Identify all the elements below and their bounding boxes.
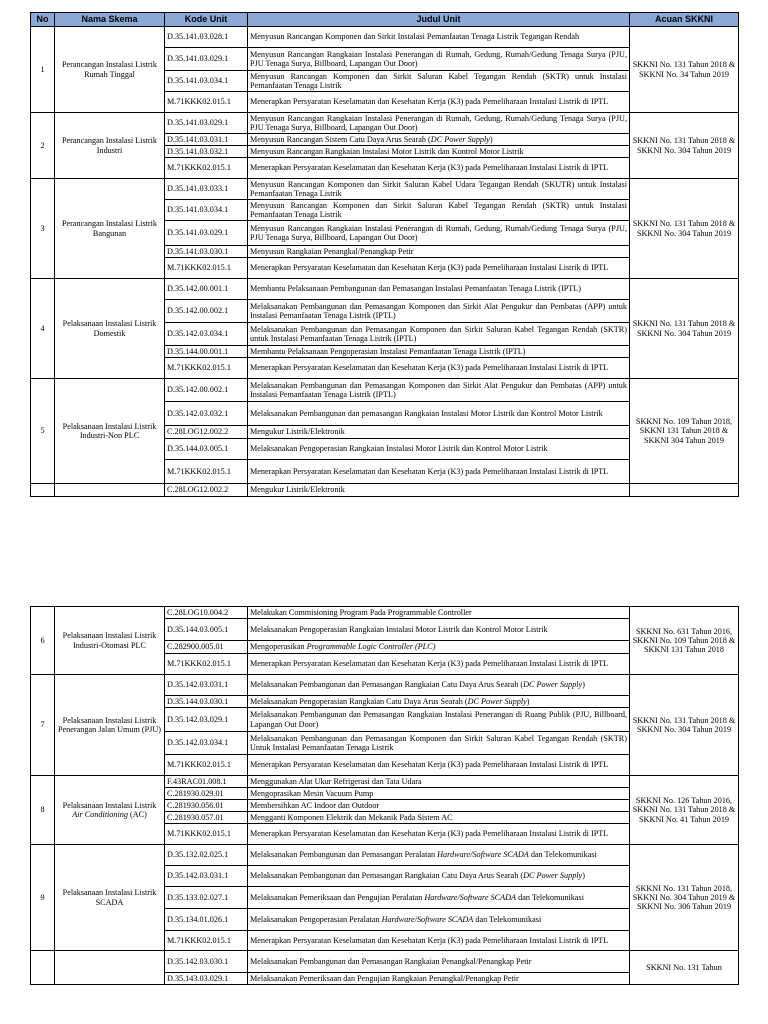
judul-unit: Mengoprasikan Mesin Vacuum Pump <box>248 788 630 800</box>
page-break-gap <box>0 579 768 606</box>
judul-unit: Melaksanakan Pengoperasian Peralatan Hardware/Software SCADA dan Telekomunikasi <box>248 909 630 931</box>
judul-unit: Menggunakan Alat Ukur Refrigerasi dan Tata Udara <box>248 776 630 788</box>
judul-unit: Menerapkan Persyaratan Keselamatan dan Kesehatan Kerja (K3) pada Pemeliharaan Instalasi Listrik di IPTL <box>248 824 630 845</box>
judul-unit: Melaksanakan Pembangunan dan Pemasangan Rangkaian Penangkal/Penangkap Petir <box>248 951 630 973</box>
header-no: No <box>31 13 55 27</box>
skema-name: Perancangan Instalasi Listrik Rumah Tinggal <box>55 27 165 113</box>
acuan-skkni: SKKNI No. 131 Tahun <box>630 951 739 985</box>
kode-unit: D.35.142.00.001.1 <box>165 279 248 300</box>
acuan-skkni: SKKNI No. 126 Tahun 2016, SKKNI No. 131 Tahun 2018 & SKKNI No. 41 Tahun 2019 <box>630 776 739 845</box>
skema-number: 1 <box>31 27 55 113</box>
judul-unit: Membantu Pelaksanaan Pengoperasian Instalasi Pemanfaatan Tenaga Listrik (IPTL) <box>248 346 630 358</box>
kode-unit: M.71KKK02.015.1 <box>165 824 248 845</box>
skema-name: Pelaksanaan Instalasi Listrik Domestik <box>55 279 165 379</box>
judul-unit: Menerapkan Persyaratan Keselamatan dan Kesehatan Kerja (K3) pada Pemeliharaan Instalasi Listrik di IPTL <box>248 755 630 776</box>
kode-unit: D.35.132.02.025.1 <box>165 845 248 866</box>
judul-unit: Menerapkan Persyaratan Keselamatan dan Kesehatan Kerja (K3) pada Pemeliharaan Instalasi Listrik di IPTL <box>248 460 630 484</box>
kode-unit: D.35.142.03.030.1 <box>165 951 248 973</box>
kode-unit: M.71KKK02.015.1 <box>165 931 248 951</box>
skema-number: 6 <box>31 607 55 675</box>
kode-unit: C.28LOG12.002.2 <box>165 484 248 497</box>
kode-unit: D.35.142.00.002.1 <box>165 300 248 323</box>
judul-unit: Melaksanakan Pembangunan dan pemasangan Rangkaian Instalasi Motor Listrik dan Kontrol Motor Listrik <box>248 402 630 426</box>
judul-unit: Menerapkan Persyaratan Keselamatan dan Kesehatan Kerja (K3) pada Pemeliharaan Instalasi Listrik di IPTL <box>248 931 630 951</box>
kode-unit: D.35.142.03.029.1 <box>165 708 248 732</box>
kode-unit: D.35.142.03.034.1 <box>165 732 248 755</box>
judul-unit: Mengganti Komponen Elektrik dan Mekanik Pada Sistem AC <box>248 812 630 824</box>
judul-unit: Menyusun Rancangan Rangkaian Instalasi Penerangan di Rumah, Gedung, Rumah/Gedung Tenaga Surya (PJU, PJU Tenaga Surya, Billboard, Lapangan Out Door) <box>248 48 630 71</box>
table-header-row <box>31 13 739 27</box>
acuan-skkni: SKKNI No. 131 Tahun 2018 & SKKNI No. 304 Tahun 2019 <box>630 113 739 179</box>
acuan-skkni <box>630 484 739 497</box>
kode-unit: D.35.141.03.028.1 <box>165 27 248 48</box>
judul-unit: Mengukur Listrik/Elektronik <box>248 426 630 439</box>
judul-unit: Melaksanakan Pemeriksaan dan Pengujian Rangkaian Penangkal/Penangkap Petir <box>248 973 630 985</box>
judul-unit: Menerapkan Persyaratan Keselamatan dan Kesehatan Kerja (K3) pada Pemeliharaan Instalasi Listrik di IPTL <box>248 258 630 279</box>
table-row <box>31 484 739 497</box>
kode-unit: D.35.141.03.030.1 <box>165 246 248 258</box>
judul-unit: Melaksanakan Pengoperasian Rangkaian Instalasi Motor Listrik dan Kontrol Motor Listrik <box>248 439 630 460</box>
acuan-skkni: SKKNI No. 131 Tahun 2018, SKKNI No. 304 Tahun 2019 & SKKNI No. 306 Tahun 2019 <box>630 845 739 951</box>
judul-unit: Melaksanakan Pembangunan dan Pemasangan Komponen dan Sirkit Alat Pengukur dan Pembatas (APP) untuk Instalasi Pemanfaatan Tenaga Listrik (IPTL) <box>248 379 630 402</box>
judul-unit: Melakukan Commisioning Program Pada Programmable Controller <box>248 607 630 619</box>
header-nama-skema: Nama Skema <box>55 13 165 27</box>
table-row <box>31 776 739 788</box>
skema-table-page-2 <box>30 606 739 985</box>
kode-unit: D.35.141.03.033.1 <box>165 179 248 200</box>
judul-unit: Melaksanakan Pembangunan dan Pemasangan Komponen dan Sirkit Saluran Kabel Tegangan Rendah (SKTR) Untuk Instalasi Pemanfaatan Tenaga Listrik <box>248 732 630 755</box>
skema-name: Perancangan Instalasi Listrik Bangunan <box>55 179 165 279</box>
kode-unit: M.71KKK02.015.1 <box>165 92 248 113</box>
judul-unit: Menerapkan Persyaratan Keselamatan dan Kesehatan Kerja (K3) pada Pemeliharaan Instalasi Listrik di IPTL <box>248 654 630 675</box>
kode-unit: D.35.133.02.027.1 <box>165 887 248 909</box>
judul-unit: Menyusun Rancangan Komponen dan Sirkit Saluran Kabel Tegangan Rendah (SKTR) untuk Instalasi Pemanfaatan Tenaga Listrik <box>248 71 630 92</box>
kode-unit: M.71KKK02.015.1 <box>165 755 248 776</box>
header-kode-unit: Kode Unit <box>165 13 248 27</box>
acuan-skkni: SKKNI No. 131 Tahun 2018 & SKKNI No. 34 Tahun 2019 <box>630 27 739 113</box>
skema-name: Pelaksanaan Instalasi Listrik Industri-Otomasi PLC <box>55 607 165 675</box>
kode-unit: C.281930.029.01 <box>165 788 248 800</box>
kode-unit: D.35.141.03.029.1 <box>165 113 248 134</box>
acuan-skkni: SKKNI No. 131 Tahun 2018 & SKKNI No. 304 Tahun 2019 <box>630 675 739 776</box>
acuan-skkni: SKKNI No. 109 Tahun 2018, SKKNI 131 Tahun 2018 & SKKNI 304 Tahun 2019 <box>630 379 739 484</box>
table-row <box>31 27 739 48</box>
skema-number: 7 <box>31 675 55 776</box>
skema-name: Perancangan Instalasi Listrik Industri <box>55 113 165 179</box>
judul-unit: Mengukur Listrik/Elektronik <box>248 484 630 497</box>
judul-unit: Menyusun Rancangan Rangkaian Instalasi Motor Listrik dan Kontrol Motor Listrik <box>248 146 630 158</box>
header-acuan-skkni: Acuan SKKNI <box>630 13 739 27</box>
header-judul-unit: Judul Unit <box>248 13 630 27</box>
skema-number: 8 <box>31 776 55 845</box>
kode-unit: M.71KKK02.015.1 <box>165 654 248 675</box>
judul-unit: Mengoperasikan Programmable Logic Controller (PLC) <box>248 641 630 654</box>
judul-unit: Menyusun Rancangan Komponen dan Sirkit Saluran Kabel Udara Tegangan Rendah (SKUTR) untuk Instalasi Pemanfaatan Tenaga Listrik <box>248 179 630 200</box>
kode-unit: D.35.142.03.031.1 <box>165 675 248 696</box>
acuan-skkni: SKKNI No. 131 Tahun 2018 & SKKNI No. 304 Tahun 2019 <box>630 179 739 279</box>
judul-unit: Melaksanakan Pembangunan dan Pemasangan Komponen dan Sirkit Alat Pengukur dan Pembatas (APP) untuk Instalasi Pemanfaatan Tenaga Listrik (IPTL) <box>248 300 630 323</box>
kode-unit: D.35.142.03.031.1 <box>165 866 248 887</box>
kode-unit: D.35.142.00.002.1 <box>165 379 248 402</box>
skema-table-page-1 <box>30 12 739 497</box>
judul-unit: Menyusun Rancangan Rangkaian Instalasi Penerangan di Rumah, Gedung, Rumah/Gedung Tenaga Surya (PJU, PJU Tenaga Surya, Billboard, Lapangan Out Door) <box>248 113 630 134</box>
skema-number: 9 <box>31 845 55 951</box>
kode-unit: C.281930.056.01 <box>165 800 248 812</box>
judul-unit: Menyusun Rancangan Komponen dan Sirkit Instalasi Pemanfaatan Tenaga Listrik Tegangan Rendah <box>248 27 630 48</box>
kode-unit: D.35.141.03.029.1 <box>165 48 248 71</box>
kode-unit: M.71KKK02.015.1 <box>165 460 248 484</box>
judul-unit: Melaksanakan Pembangunan dan Pemasangan Rangkaian Instalasi Penerangan di Ruang Publik (PJU, Billboard, Lapangan Out Door) <box>248 708 630 732</box>
kode-unit: C.282900.005.01 <box>165 641 248 654</box>
skema-name <box>55 484 165 497</box>
judul-unit: Menerapkan Persyaratan Keselamatan dan Kesehatan Kerja (K3) pada Pemeliharaan Instalasi Listrik di IPTL <box>248 92 630 113</box>
skema-number <box>31 484 55 497</box>
judul-unit: Melaksanakan Pembangunan dan Pemasangan Rangkaian Catu Daya Arus Searah (DC Power Supply) <box>248 675 630 696</box>
kode-unit: D.35.141.03.032.1 <box>165 146 248 158</box>
kode-unit: D.35.141.03.031.1 <box>165 134 248 146</box>
kode-unit: D.35.143.03.029.1 <box>165 973 248 985</box>
kode-unit: M.71KKK02.015.1 <box>165 158 248 179</box>
table-body-page-2 <box>31 607 739 985</box>
judul-unit: Melaksanakan Pembangunan dan Pemasangan Peralatan Hardware/Software SCADA dan Telekomunikasi <box>248 845 630 866</box>
judul-unit: Menerapkan Persyaratan Keselamatan dan Kesehatan Kerja (K3) pada Pemeliharaan Instalasi Listrik di IPTL <box>248 358 630 379</box>
kode-unit: D.35.142.03.034.1 <box>165 323 248 346</box>
kode-unit: D.35.144.03.030.1 <box>165 696 248 708</box>
kode-unit: M.71KKK02.015.1 <box>165 258 248 279</box>
table-row <box>31 845 739 866</box>
judul-unit: Menyusun Rancangan Rangkaian Instalasi Penerangan di Rumah, Gedung, Rumah/Gedung Tenaga Surya (PJU, PJU Tenaga Surya, Billboard, Lapangan Out Door) <box>248 221 630 246</box>
kode-unit: C.281930.057.01 <box>165 812 248 824</box>
judul-unit: Menerapkan Persyaratan Keselamatan dan Kesehatan Kerja (K3) pada Pemeliharaan Instalasi Listrik di IPTL <box>248 158 630 179</box>
kode-unit: D.35.141.03.034.1 <box>165 200 248 221</box>
skema-name <box>55 951 165 985</box>
skema-number: 5 <box>31 379 55 484</box>
judul-unit: Melaksanakan Pemeriksaan dan Pengujian Peralatan Hardware/Software SCADA dan Telekomunikasi <box>248 887 630 909</box>
judul-unit: Menyusun Rangkaian Penangkal/Penangkap Petir <box>248 246 630 258</box>
kode-unit: D.35.141.03.034.1 <box>165 71 248 92</box>
table-row <box>31 113 739 134</box>
skema-number: 3 <box>31 179 55 279</box>
kode-unit: F.43RAC01.008.1 <box>165 776 248 788</box>
kode-unit: D.35.144.00.001.1 <box>165 346 248 358</box>
table-body-page-1 <box>31 27 739 497</box>
judul-unit: Membersihkan AC Indoor dan Outdoor <box>248 800 630 812</box>
skema-name: Pelaksanaan Instalasi Listrik Industri-Non PLC <box>55 379 165 484</box>
judul-unit: Melaksanakan Pembangunan dan Pemasangan Komponen dan Sirkit Saluran Kabel Tegangan Rendah (SKTR) untuk Instalasi Pemanfaatan Tenaga Listrik (IPTL) <box>248 323 630 346</box>
acuan-skkni: SKKNI No. 131 Tahun 2018 & SKKNI No. 304 Tahun 2019 <box>630 279 739 379</box>
kode-unit: D.35.144.03.005.1 <box>165 439 248 460</box>
skema-name: Pelaksanaan Instalasi Listrik Penerangan Jalan Umum (PJU) <box>55 675 165 776</box>
skema-number: 4 <box>31 279 55 379</box>
judul-unit: Melaksanakan Pembangunan dan Pemasangan Rangkaian Catu Daya Arus Searah (DC Power Supply) <box>248 866 630 887</box>
kode-unit: C.28LOG12.002.2 <box>165 426 248 439</box>
judul-unit: Menyusun Rancangan Komponen dan Sirkit Saluran Kabel Tegangan Rendah (SKTR) untuk Instalasi Pemanfaatan Tenaga Listrik <box>248 200 630 221</box>
table-row <box>31 607 739 619</box>
skema-name: Pelaksanaan Instalasi Listrik Air Conditioning (AC) <box>55 776 165 845</box>
judul-unit: Membantu Pelaksanaan Pembangunan dan Pemasangan Instalasi Pemanfaatan Tenaga Listrik (IPTL) <box>248 279 630 300</box>
judul-unit: Menyusun Rancangan Sistem Catu Daya Arus Searah (DC Power Supply) <box>248 134 630 146</box>
kode-unit: D.35.144.03.005.1 <box>165 619 248 641</box>
table-row <box>31 951 739 973</box>
kode-unit: C.28LOG10.004.2 <box>165 607 248 619</box>
kode-unit: D.35.134.01.026.1 <box>165 909 248 931</box>
judul-unit: Melaksanakan Pengoperasian Rangkaian Catu Daya Arus Searah (DC Power Supply) <box>248 696 630 708</box>
skema-name: Pelaksanaan Instalasi Listrik SCADA <box>55 845 165 951</box>
skema-number <box>31 951 55 985</box>
table-row <box>31 179 739 200</box>
table-row <box>31 279 739 300</box>
judul-unit: Melaksanakan Pengoperasian Rangkaian Instalasi Motor Listrik dan Kontrol Motor Listrik <box>248 619 630 641</box>
kode-unit: D.35.142.03.032.1 <box>165 402 248 426</box>
kode-unit: M.71KKK02.015.1 <box>165 358 248 379</box>
table-row <box>31 379 739 402</box>
table-row <box>31 675 739 696</box>
skema-number: 2 <box>31 113 55 179</box>
kode-unit: D.35.141.03.029.1 <box>165 221 248 246</box>
acuan-skkni: SKKNI No. 631 Tahun 2016, SKKNI No. 109 Tahun 2018 & SKKNI 131 Tahun 2018 <box>630 607 739 675</box>
